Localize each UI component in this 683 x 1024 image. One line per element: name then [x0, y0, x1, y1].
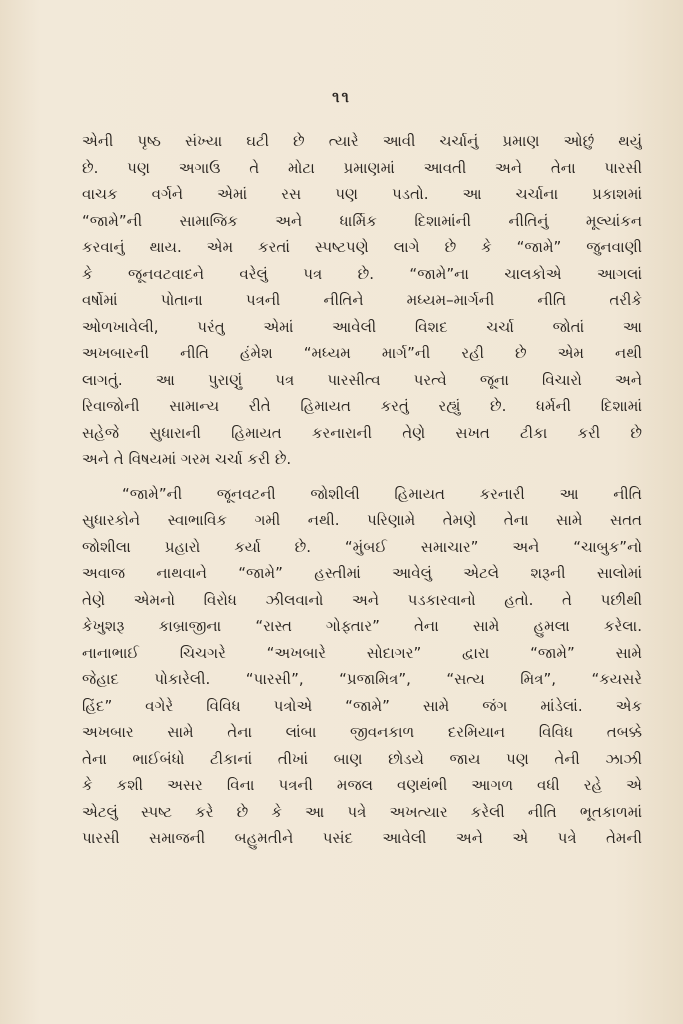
text-line: તેણે એમનો વિરોધ ઝીલવાનો અને પડકારવાનો હતો. તે પછીથી — [82, 590, 642, 609]
text-line: ઓળખાવેલી, પરંતુ એમાં આવેલી વિશદ ચર્ચા જોતાં આ — [82, 317, 642, 336]
text-line: નાનાભાઈ ચિચગરે “અખબારે સોદાગર” દ્વારા “જામે” સામે — [82, 643, 642, 662]
text-line: હિંદ” વગેરે વિવિધ પત્રોએ “જામે” સામે જંગ માંડેલાં. એક — [82, 696, 642, 715]
text-line: અને તે વિષયમાં ગરમ ચર્ચા કરી છે. — [82, 450, 292, 468]
text-line: એટલું સ્પષ્ટ કરે છે કે આ પત્રે અખત્યાર કરેલી નીતિ ભૂતકાળમાં — [82, 802, 642, 821]
page-number: ૧૧ — [332, 88, 351, 106]
text-line: કરવાનું થાય. એમ કરતાં સ્પષ્ટપણે લાગે છે કે “જામે” જુનવાણી — [82, 238, 642, 256]
text-line: કે કશી અસર વિના પત્રની મજલ વણથંભી આગળ વધી રહે એ — [82, 776, 642, 794]
text-line: જોશીલા પ્રહારો કર્યા છે. “મુંબઈ સમાચાર” અને “ચાબુક”નો — [82, 537, 642, 556]
text-line: વર્ષોમાં પોતાના પત્રની નીતિને મધ્યમ–માર્ગની નીતિ તરીકે — [82, 291, 642, 309]
text-line: સુધારકોને સ્વાભાવિક ગમી નથી. પરિણામે તેમણે તેના સામે સતત — [82, 511, 642, 529]
body-text — [82, 128, 642, 852]
text-line: “જામે”ની સામાજિક અને ધાર્મિક દિશામાંની નીતિનું મૂલ્યાંકન — [82, 211, 642, 230]
text-line: લાગતું. આ પુરાણું પત્ર પારસીત્વ પરત્વે જૂના વિચારો અને — [82, 370, 642, 389]
text-line: કે જૂનવટવાદને વરેલું પત્ર છે. “જામે”ના ચાલકોએ આગલાં — [82, 264, 642, 283]
paragraph — [82, 481, 642, 852]
text-line: પારસી સમાજની બહુમતીને પસંદ આવેલી અને એ પત્રે તેમની — [82, 829, 642, 847]
text-line: વાચક વર્ગને એમાં રસ પણ પડતો. આ ચર્ચાના પ્રકાશમાં — [82, 185, 642, 203]
text-line: જેહાદ પોકારેલી. “પારસી”, “પ્રજામિત્ર”, “સત્ય મિત્ર”, “કયસરે — [82, 670, 642, 688]
text-line: રિવાજોની સામાન્ય રીતે હિમાયત કરતું રહ્યું છે. ધર્મની દિશામાં — [82, 397, 642, 415]
text-line: “જામે”ની જૂનવટની જોશીલી હિમાયત કરનારી આ નીતિ — [122, 484, 642, 503]
text-line: તેના ભાઈબંધો ટીકાનાં તીખાં બાણ છોડયે જાય પણ તેની ઝાઝી — [82, 749, 642, 768]
text-line: એની પૃષ્ઠ સંખ્યા ઘટી છે ત્યારે આવી ચર્ચાનું પ્રમાણ ઓછું થયું — [82, 132, 642, 150]
text-line: સહેજે સુધારાની હિમાયત કરનારાની તેણે સખત ટીકા કરી છે — [82, 423, 642, 442]
text-line: અખબારની નીતિ હંમેશ “મધ્યમ માર્ગ”ની રહી છે એમ નથી — [82, 344, 642, 362]
text-line: અવાજ નાથવાને “જામે” હસ્તીમાં આવેલું એટલે શરૂની સાલોમાં — [82, 564, 642, 582]
text-line: છે. પણ અગાઉ તે મોટા પ્રમાણમાં આવતી અને તેના પારસી — [82, 158, 642, 177]
text-line: અખબાર સામે તેના લાંબા જીવનકાળ દરમિયાન વિવિધ તબક્કે — [82, 723, 642, 741]
text-line: કેખુશરૂ કાબ્રાજીના “રાસ્ત ગોફ્તાર” તેના સામે હુમલા કરેલા. — [82, 617, 642, 635]
paragraph — [82, 128, 642, 473]
